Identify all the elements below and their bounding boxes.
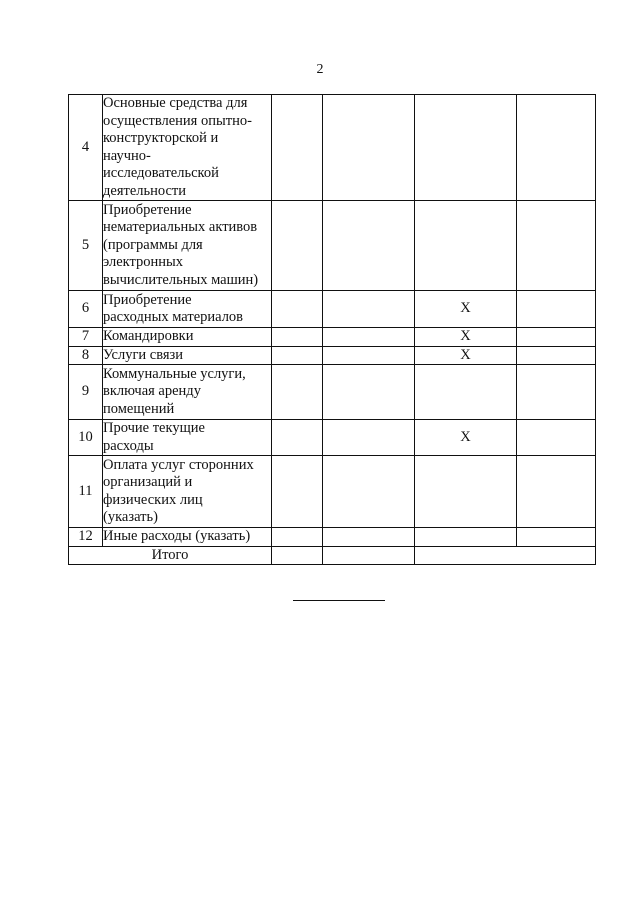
row-number: 7: [69, 328, 103, 347]
page-number: 2: [316, 62, 324, 77]
total-cell: [415, 546, 596, 565]
end-divider-line: [293, 600, 385, 601]
table-row: [69, 528, 596, 547]
expense-name: Командировки: [103, 328, 272, 347]
cell: [323, 291, 415, 328]
cell: [415, 201, 517, 291]
row-number: 5: [69, 201, 103, 291]
table-row: [69, 291, 596, 328]
expense-name: Приобретение расходных материалов: [103, 291, 272, 328]
cell: [323, 528, 415, 547]
row-number: 9: [69, 365, 103, 420]
cell: [272, 456, 323, 528]
expense-name: Прочие текущие расходы: [103, 420, 272, 456]
cell: [415, 95, 517, 201]
total-cell: [323, 546, 415, 565]
cross-mark: X: [415, 346, 517, 365]
total-label: Итого: [69, 546, 272, 565]
row-number: 10: [69, 420, 103, 456]
cell: [415, 365, 517, 420]
cell: [415, 528, 517, 547]
table-row: [69, 95, 596, 201]
cell: [517, 365, 596, 420]
cell: [272, 365, 323, 420]
table-row: [69, 328, 596, 347]
cell: [323, 328, 415, 347]
cell: [323, 346, 415, 365]
cell: [517, 528, 596, 547]
cell: [517, 95, 596, 201]
expense-name: Коммунальные услуги, включая аренду помещений: [103, 365, 272, 420]
table-row: [69, 201, 596, 291]
cross-mark: X: [415, 328, 517, 347]
row-number: 12: [69, 528, 103, 547]
cell: [272, 201, 323, 291]
cell: [323, 420, 415, 456]
cell: [272, 420, 323, 456]
cell: [323, 95, 415, 201]
expense-name: Иные расходы (указать): [103, 528, 272, 547]
cell: [272, 95, 323, 201]
table-row: [69, 420, 596, 456]
row-number: 8: [69, 346, 103, 365]
cell: [272, 528, 323, 547]
row-number: 6: [69, 291, 103, 328]
expense-name: Оплата услуг сторонних организаций и физических лиц (указать): [103, 456, 272, 528]
row-number: 11: [69, 456, 103, 528]
expense-name: Услуги связи: [103, 346, 272, 365]
budget-table: [68, 94, 596, 565]
table-row: [69, 456, 596, 528]
table-row: [69, 346, 596, 365]
cell: [323, 365, 415, 420]
expense-name: Основные средства для осуществления опытно- конструкторской и научно- исследовательской деятельности: [103, 95, 272, 201]
cell: [517, 420, 596, 456]
cell: [323, 456, 415, 528]
cell: [517, 328, 596, 347]
row-number: 4: [69, 95, 103, 201]
cross-mark: X: [415, 420, 517, 456]
cell: [415, 456, 517, 528]
cell: [517, 346, 596, 365]
cell: [272, 346, 323, 365]
total-row: [69, 546, 596, 565]
cell: [272, 291, 323, 328]
cell: [517, 456, 596, 528]
expense-name: Приобретение нематериальных активов (программы для электронных вычислительных машин): [103, 201, 272, 291]
cross-mark: X: [415, 291, 517, 328]
cell: [517, 291, 596, 328]
cell: [517, 201, 596, 291]
total-cell: [272, 546, 323, 565]
table-row: [69, 365, 596, 420]
cell: [323, 201, 415, 291]
cell: [272, 328, 323, 347]
